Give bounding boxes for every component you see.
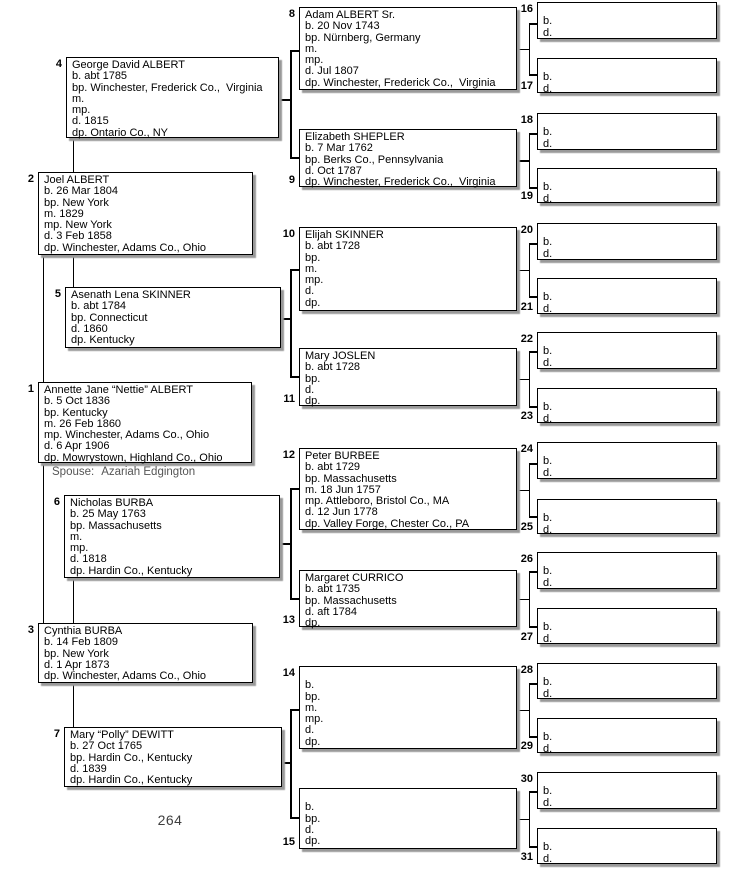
person-name: Asenath Lena SKINNER: [71, 289, 191, 301]
person-name: Elijah SKINNER: [305, 229, 384, 241]
person-number: 2: [27, 173, 34, 185]
connector-line: [529, 463, 531, 518]
page-number: 264: [157, 812, 183, 828]
person-name: George David ALBERT: [72, 59, 185, 71]
person-detail-line: b.: [543, 401, 553, 414]
person-detail-line: d.: [543, 302, 553, 315]
person-detail-line: b.: [543, 71, 553, 84]
person-detail-line: d.: [305, 823, 315, 836]
person-detail-line: m.: [72, 92, 85, 105]
connector-line: [290, 50, 292, 159]
person-detail-line: bp. Nürnberg, Germany: [305, 31, 421, 44]
person-number: 9: [288, 173, 295, 186]
person-box-22: [520, 332, 717, 369]
person-detail-line: b.: [543, 455, 553, 468]
person-number: 31: [520, 850, 533, 863]
person-detail-line: d.: [543, 632, 553, 645]
person-detail-line: d. 1815: [72, 115, 109, 128]
person-number: 18: [520, 114, 533, 126]
person-detail-line: b.: [543, 841, 553, 854]
person-detail-line: mp. Attleboro, Bristol Co., MA: [305, 495, 450, 508]
connector-line: [529, 133, 531, 189]
person-name: [543, 61, 714, 72]
person-detail-line: d.: [543, 796, 553, 809]
person-detail-line: d.: [543, 687, 553, 700]
person-detail-line: d.: [543, 247, 553, 260]
person-box-16: [520, 2, 717, 39]
connector-line: [73, 255, 75, 287]
person-detail-line: bp.: [305, 251, 321, 264]
person-detail-line: d.: [543, 466, 553, 479]
person-detail-line: mp. New York: [44, 219, 112, 232]
person-detail-line: m.: [305, 262, 318, 275]
person-number: 23: [520, 409, 533, 422]
person-box-5: [54, 287, 281, 348]
person-number: 19: [520, 189, 533, 202]
person-detail-line: bp. Massachusetts: [305, 472, 397, 485]
person-detail-line: dp. Winchester, Frederick Co., Virginia: [305, 176, 496, 189]
person-detail-line: d.: [543, 26, 553, 39]
person-detail-line: dp. Hardin Co., Kentucky: [70, 564, 193, 577]
person-detail-line: b.: [543, 15, 553, 28]
person-box-31: [520, 828, 717, 865]
person-detail-line: dp.: [305, 395, 321, 408]
person-detail-line: d.: [543, 137, 553, 150]
person-box-7: [53, 727, 282, 787]
person-detail-line: bp.: [305, 690, 321, 703]
person-detail-line: dp. Valley Forge, Chester Co., PA: [305, 517, 470, 530]
person-name: [543, 171, 714, 182]
person-number: 3: [27, 624, 34, 636]
person-detail-line: d.: [543, 82, 553, 95]
person-box-27: [520, 608, 717, 645]
connector-line: [43, 463, 45, 623]
person-detail-line: b. 20 Nov 1743: [305, 20, 380, 33]
person-name: Joel ALBERT: [44, 174, 110, 186]
person-number: 10: [282, 228, 295, 240]
person-number: 25: [520, 520, 533, 533]
person-box-23: [520, 388, 717, 425]
person-number: 26: [520, 553, 533, 565]
person-detail-line: dp.: [305, 617, 321, 630]
person-name: [543, 5, 714, 16]
connector-line: [529, 23, 531, 76]
person-detail-line: b.: [543, 345, 553, 358]
person-detail-line: bp. Massachusetts: [305, 594, 397, 607]
person-number: 1: [27, 383, 34, 395]
person-detail-line: d.: [543, 523, 553, 536]
person-number: 4: [55, 58, 62, 70]
person-number: 21: [520, 300, 533, 313]
person-detail-line: b.: [305, 679, 315, 692]
connector-line: [529, 571, 531, 628]
person-detail-line: b. abt 1728: [305, 240, 361, 253]
person-name: Adam ALBERT Sr.: [305, 9, 396, 21]
person-detail-line: mp.: [72, 104, 91, 117]
connector-line: [290, 157, 299, 159]
person-detail-line: d. 12 Jun 1778: [305, 506, 378, 519]
person-number: 15: [282, 835, 295, 848]
connector-line: [529, 74, 538, 76]
person-detail-line: dp.: [305, 835, 321, 848]
connector-line: [290, 269, 299, 271]
connector-line: [529, 571, 538, 573]
person-detail-line: b.: [543, 181, 553, 194]
person-number: 20: [520, 224, 533, 236]
person-detail-line: dp. Hardin Co., Kentucky: [70, 774, 193, 787]
person-detail-line: d.: [543, 192, 553, 205]
spouse-name: Azariah Edgington: [101, 466, 196, 478]
person-box-11: [283, 348, 517, 408]
person-name: [543, 611, 714, 622]
connector-line: [290, 376, 299, 378]
person-name: [305, 791, 514, 802]
person-name: [543, 226, 714, 237]
person-box-25: [520, 499, 717, 536]
spouse-label: Spouse:: [52, 466, 95, 478]
connector-line: [529, 683, 531, 738]
person-box-3: [27, 623, 253, 683]
person-number: 11: [283, 392, 295, 405]
person-detail-line: b.: [543, 676, 553, 689]
person-name: [543, 335, 714, 346]
person-number: 14: [282, 667, 295, 679]
person-detail-line: b. abt 1785: [72, 70, 128, 83]
connector-line: [529, 351, 531, 408]
person-detail-line: d.: [543, 356, 553, 369]
connector-line: [290, 50, 299, 52]
person-detail-line: b.: [305, 801, 315, 814]
person-box-6: [53, 495, 280, 578]
person-detail-line: bp. Berks Co., Pennsylvania: [305, 153, 444, 166]
person-number: 13: [282, 613, 295, 626]
person-detail-line: m. 26 Feb 1860: [44, 417, 122, 430]
person-detail-line: bp.: [305, 372, 321, 385]
person-detail-line: b. abt 1735: [305, 583, 361, 596]
connector-line: [529, 683, 538, 685]
person-name: [543, 445, 714, 456]
person-box-18: [520, 113, 717, 150]
connector-line: [290, 488, 292, 600]
person-detail-line: m. 1829: [44, 207, 84, 220]
person-detail-line: bp. Hardin Co., Kentucky: [70, 751, 193, 764]
person-number: 8: [288, 8, 295, 20]
person-detail-line: dp. Winchester, Adams Co., Ohio: [44, 241, 207, 254]
person-detail-line: d. Oct 1787: [305, 164, 362, 177]
person-detail-line: b. abt 1729: [305, 461, 361, 474]
person-detail-line: d. aft 1784: [305, 605, 357, 618]
person-detail-line: d. 1 Apr 1873: [44, 658, 110, 671]
person-name: Mary JOSLEN: [305, 350, 376, 362]
person-detail-line: dp. Kentucky: [71, 334, 135, 347]
person-name: [543, 502, 714, 513]
person-detail-line: d.: [543, 852, 553, 865]
person-name: [305, 669, 514, 680]
person-detail-line: d. Jul 1807: [305, 65, 359, 78]
connector-line: [529, 463, 538, 465]
person-name: [543, 391, 714, 402]
person-detail-line: d. 1860: [71, 322, 108, 335]
person-detail-line: b.: [543, 621, 553, 634]
person-detail-line: dp. Winchester, Frederick Co., Virginia: [305, 76, 496, 89]
person-name: [543, 775, 714, 786]
person-detail-line: b. abt 1728: [305, 361, 361, 374]
person-detail-line: mp. Winchester, Adams Co., Ohio: [44, 429, 210, 442]
connector-line: [529, 846, 538, 848]
connector-line: [529, 296, 538, 298]
person-box-21: [520, 278, 717, 315]
person-detail-line: m. 18 Jun 1757: [305, 483, 381, 496]
person-detail-line: b.: [543, 785, 553, 798]
person-box-12: [282, 448, 517, 530]
person-number: 17: [520, 79, 533, 92]
connector-line: [529, 626, 538, 628]
person-name: Nicholas BURBA: [70, 497, 154, 509]
person-detail-line: bp. Kentucky: [44, 406, 108, 419]
person-detail-line: mp.: [305, 54, 324, 67]
person-box-8: [288, 7, 517, 90]
person-box-20: [520, 223, 717, 260]
person-detail-line: dp.: [305, 735, 321, 748]
person-name: Annette Jane “Nettie” ALBERT: [44, 384, 193, 396]
person-detail-line: b.: [543, 565, 553, 578]
person-detail-line: d.: [543, 576, 553, 589]
person-detail-line: b. 25 May 1763: [70, 508, 146, 521]
person-name: Cynthia BURBA: [44, 625, 123, 637]
person-number: 30: [520, 773, 533, 785]
person-detail-line: d.: [543, 412, 553, 425]
person-box-30: [520, 772, 717, 809]
connector-line: [290, 598, 299, 600]
person-detail-line: dp. Ontario Co., NY: [72, 126, 168, 139]
connector-line: [529, 351, 538, 353]
person-number: 22: [520, 333, 533, 345]
person-detail-line: m.: [305, 701, 318, 714]
connector-line: [73, 138, 75, 172]
person-name: Peter BURBEE: [305, 450, 380, 462]
person-detail-line: bp. New York: [44, 196, 109, 209]
person-number: 7: [53, 728, 60, 740]
person-number: 5: [54, 288, 61, 300]
connector-line: [73, 578, 75, 623]
connector-line: [43, 255, 45, 382]
person-name: Mary “Polly” DEWITT: [70, 729, 174, 741]
person-detail-line: bp. Winchester, Frederick Co., Virginia: [72, 81, 263, 94]
person-detail-line: dp. Winchester, Adams Co., Ohio: [44, 670, 207, 683]
connector-line: [529, 243, 531, 298]
person-detail-line: d.: [305, 724, 315, 737]
connector-line: [529, 791, 531, 848]
spouse-line: [52, 466, 195, 478]
person-detail-line: d. 1839: [70, 762, 107, 775]
connector-line: [529, 406, 538, 408]
connector-line: [529, 187, 538, 189]
person-detail-line: b. 5 Oct 1836: [44, 395, 111, 408]
person-box-24: [520, 442, 717, 479]
person-number: 16: [520, 3, 533, 15]
person-name: [543, 831, 714, 842]
person-detail-line: bp.: [305, 812, 321, 825]
person-box-28: [520, 663, 717, 700]
person-name: [543, 116, 714, 127]
person-name: [543, 555, 714, 566]
person-number: 29: [520, 739, 533, 752]
person-detail-line: b. abt 1784: [71, 300, 127, 313]
connector-line: [529, 133, 538, 135]
connector-line: [290, 488, 299, 490]
person-detail-line: b. 26 Mar 1804: [44, 185, 118, 198]
person-number: 27: [520, 630, 533, 643]
person-detail-line: b. 7 Mar 1762: [305, 142, 373, 155]
person-box-13: [282, 570, 517, 630]
person-detail-line: b.: [543, 512, 553, 525]
person-number: 28: [520, 664, 533, 676]
person-box-17: [520, 58, 717, 95]
person-detail-line: mp.: [305, 713, 324, 726]
person-box-14: [282, 666, 517, 749]
person-detail-line: d.: [543, 742, 553, 755]
person-box-19: [520, 168, 717, 205]
person-detail-line: b.: [543, 731, 553, 744]
person-detail-line: b. 14 Feb 1809: [44, 636, 119, 649]
person-detail-line: dp. Mowrystown, Highland Co., Ohio: [44, 451, 223, 464]
person-number: 6: [53, 496, 60, 508]
person-name: [543, 721, 714, 732]
person-detail-line: bp. Massachusetts: [70, 519, 162, 532]
person-detail-line: m.: [70, 530, 83, 543]
connector-line: [73, 683, 75, 727]
connector-line: [290, 709, 299, 711]
connector-line: [290, 269, 292, 378]
person-box-29: [520, 718, 717, 755]
person-detail-line: d.: [305, 383, 315, 396]
connector-line: [290, 709, 292, 819]
person-name: [543, 281, 714, 292]
person-detail-line: mp.: [305, 274, 324, 287]
person-detail-line: mp.: [70, 542, 89, 555]
person-detail-line: dp.: [305, 296, 321, 309]
person-name: [543, 666, 714, 677]
person-detail-line: bp. New York: [44, 647, 109, 660]
person-number: 12: [282, 449, 295, 461]
person-detail-line: b.: [543, 291, 553, 304]
connector-line: [529, 23, 538, 25]
person-name: Elizabeth SHEPLER: [305, 131, 405, 143]
person-number: 24: [520, 443, 533, 455]
person-box-26: [520, 552, 717, 589]
person-name: Margaret CURRICO: [305, 572, 404, 584]
person-box-10: [282, 227, 517, 311]
person-detail-line: d. 3 Feb 1858: [44, 230, 112, 243]
person-box-4: [55, 57, 279, 139]
connector-line: [529, 791, 538, 793]
person-detail-line: d.: [305, 285, 315, 298]
person-box-9: [288, 129, 517, 189]
person-detail-line: b.: [543, 126, 553, 139]
person-detail-line: d. 1818: [70, 553, 107, 566]
person-detail-line: d. 6 Apr 1906: [44, 440, 110, 453]
person-detail-line: b.: [543, 236, 553, 249]
connector-line: [529, 736, 538, 738]
person-box-15: [282, 788, 517, 849]
person-detail-line: b. 27 Oct 1765: [70, 740, 143, 753]
person-box-1: [27, 382, 252, 464]
person-box-2: [27, 172, 253, 255]
connector-line: [290, 817, 299, 819]
connector-line: [529, 243, 538, 245]
connector-line: [529, 516, 538, 518]
person-detail-line: bp. Connecticut: [71, 311, 148, 324]
person-detail-line: m.: [305, 42, 318, 55]
